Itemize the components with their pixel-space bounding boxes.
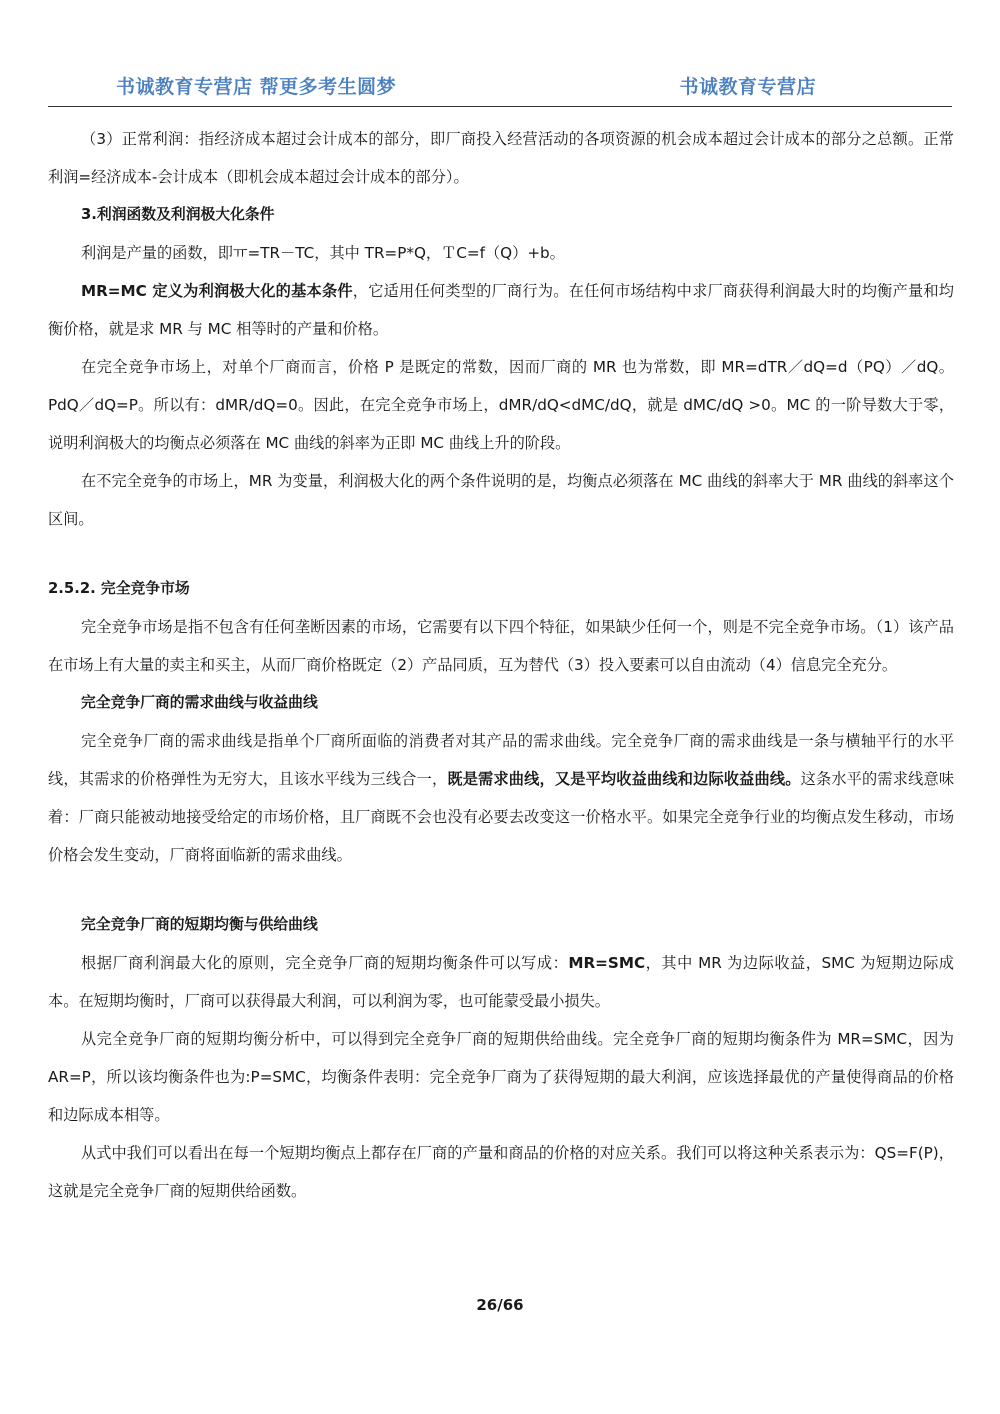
paragraph-supply-function: 从式中我们可以看出在每一个短期均衡点上都存在厂商的产量和商品的价格的对应关系。我们可以将这种关系表示为：QS=F(P)，这就是完全竞争厂商的短期供给函数。 <box>48 1144 954 1200</box>
short-run-text-b: ，其中 MR 为边际收益，SMC 为短期边际成本。在短期均衡时，厂商可以获得最大利润，可以利润为零，也可能蒙受最小损失。 <box>48 954 954 1010</box>
paragraph-profit-function: 利润是产量的函数，即ㅠ=TR－TC，其中 TR=P*Q，ＴC=f（Q）+b。 <box>81 244 565 262</box>
total-pages: 66 <box>502 1296 524 1314</box>
paragraph-short-run-supply: 从完全竞争厂商的短期均衡分析中，可以得到完全竞争厂商的短期供给曲线。完全竞争厂商的短期均衡条件为 MR=SMC，因为 AR=P，所以该均衡条件也为:P=SMC，均衡条件表明：完全竞争厂商为了获得短期的最大利润，应该选择最优的产量使得商品的价格和边际成本相等。 <box>48 1030 954 1124</box>
demand-curve-bold-text: 既是需求曲线，又是平均收益曲线和边际收益曲线。 <box>447 770 801 788</box>
paragraph-short-run-condition <box>48 944 954 1020</box>
mr-mc-bold-text: MR=MC 定义为利润极大化的基本条件 <box>81 282 353 300</box>
paragraph-imperfect-competition: 在不完全竞争的市场上，MR 为变量，利润极大化的两个条件说明的是，均衡点必须落在 MC 曲线的斜率大于 MR 曲线的斜率这个区间。 <box>48 472 954 528</box>
page-number <box>0 1296 1000 1314</box>
section-title-perfect-competition: 2.5.2. 完全竞争市场 <box>48 580 190 597</box>
paragraph-perfect-competition-mr: 在完全竞争市场上，对单个厂商而言，价格 P 是既定的常数，因而厂商的 MR 也为常数，即 MR=dTR／dQ=d（PQ）／dQ。PdQ／dQ=P。所以有：dMR/dQ=0。因此，在完全竞争市场上，dMR/dQ<dMC/dQ，就是 dMC/dQ >0。MC 的一阶导数大于零，说明利润极大的均衡点必须落在 MC 曲线的斜率为正即 MC 曲线上升的阶段。 <box>48 358 954 452</box>
paragraph-normal-profit: （3）正常利润：指经济成本超过会计成本的部分，即厂商投入经营活动的各项资源的机会成本超过会计成本的部分之总额。正常利润=经济成本-会计成本（即机会成本超过会计成本的部分）。 <box>48 130 954 186</box>
paragraph-demand-curve <box>48 722 954 874</box>
mr-smc-bold-text: MR=SMC <box>568 954 646 972</box>
page-separator: / <box>497 1296 503 1314</box>
paragraph-mr-mc <box>48 272 954 348</box>
demand-curve-text-a: 完全竞争厂商的需求曲线是指单个厂商所面临的消费者对其产品的需求曲线。完全竞争厂商的需求曲线是一条与横轴平行的水平线，其需求的价格弹性为无穷大，且该水平线为三线合一， <box>48 732 954 788</box>
document-body <box>48 120 954 1210</box>
heading-short-run-equilibrium: 完全竞争厂商的短期均衡与供给曲线 <box>81 916 318 933</box>
current-page: 26 <box>476 1296 498 1314</box>
short-run-text-a: 根据厂商利润最大化的原则，完全竞争厂商的短期均衡条件可以写成： <box>81 954 569 972</box>
header-right-text: 书诚教育专营店 <box>679 76 816 98</box>
heading-demand-revenue-curve: 完全竞争厂商的需求曲线与收益曲线 <box>81 694 318 711</box>
mr-mc-rest-text: ，它适用任何类型的厂商行为。在任何市场结构中求厂商获得利润最大时的均衡产量和均衡价格，就是求 MR 与 MC 相等时的产量和价格。 <box>48 282 954 338</box>
heading-profit-function: 3.利润函数及利润极大化条件 <box>81 206 275 223</box>
paragraph-market-features: 完全竞争市场是指不包含有任何垄断因素的市场，它需要有以下四个特征，如果缺少任何一个，则是不完全竞争市场。（1）该产品在市场上有大量的卖主和买主，从而厂商价格既定（2）产品同质，互为替代（3）投入要素可以自由流动（4）信息完全充分。 <box>48 618 954 674</box>
page-header <box>48 62 952 107</box>
demand-curve-text-b: 这条水平的需求线意味着：厂商只能被动地接受给定的市场价格，且厂商既不会也没有必要去改变这一价格水平。如果完全竞争行业的均衡点发生移动，市场价格会发生变动，厂商将面临新的需求曲线。 <box>48 770 955 864</box>
header-left-text: 书诚教育专营店 帮更多考生圆梦 <box>116 76 397 98</box>
